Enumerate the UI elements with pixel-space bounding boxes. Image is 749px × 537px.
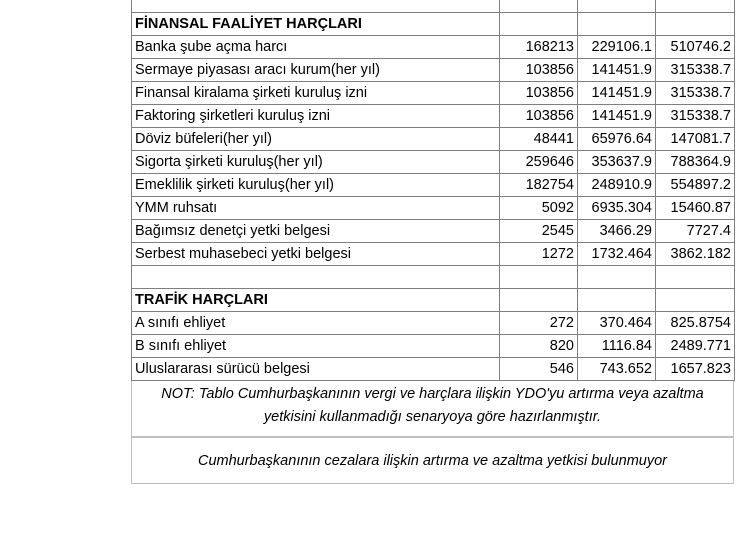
- value-cell[interactable]: 15460.87: [656, 197, 735, 220]
- value-cell[interactable]: 1116.84: [578, 335, 656, 358]
- value-cell[interactable]: 353637.9: [578, 151, 656, 174]
- table-row: [132, 243, 735, 266]
- value-cell[interactable]: 1272: [500, 243, 578, 266]
- table-cell[interactable]: [132, 266, 500, 289]
- row-label[interactable]: Sigorta şirketi kuruluş(her yıl): [132, 151, 500, 174]
- value-cell[interactable]: 141451.9: [578, 82, 656, 105]
- value-cell[interactable]: 554897.2: [656, 174, 735, 197]
- value-cell[interactable]: 2545: [500, 220, 578, 243]
- value-cell[interactable]: 103856: [500, 105, 578, 128]
- table-cell[interactable]: [656, 266, 735, 289]
- table-row: [132, 82, 735, 105]
- table-row: [132, 174, 735, 197]
- table-cell[interactable]: [578, 0, 656, 13]
- value-cell[interactable]: 248910.9: [578, 174, 656, 197]
- value-cell[interactable]: 48441: [500, 128, 578, 151]
- row-label[interactable]: Emeklilik şirketi kuruluş(her yıl): [132, 174, 500, 197]
- table-cell[interactable]: [578, 13, 656, 36]
- note-box: [131, 381, 734, 437]
- spreadsheet: [131, 0, 734, 484]
- table-row: [132, 128, 735, 151]
- table-row: [132, 59, 735, 82]
- table-cell[interactable]: [500, 289, 578, 312]
- row-label[interactable]: B sınıfı ehliyet: [132, 335, 500, 358]
- table-cell[interactable]: [578, 266, 656, 289]
- table-row: [132, 220, 735, 243]
- value-cell[interactable]: 743.652: [578, 358, 656, 381]
- value-cell[interactable]: 3466.29: [578, 220, 656, 243]
- note-line-2: yetkisini kullanmadığı senaryoya göre hazırlanmıştır.: [263, 409, 602, 425]
- value-cell[interactable]: 141451.9: [578, 59, 656, 82]
- section-header-row: [132, 289, 735, 312]
- row-label[interactable]: Faktoring şirketleri kuruluş izni: [132, 105, 500, 128]
- value-cell[interactable]: 229106.1: [578, 36, 656, 59]
- section-title-trafik[interactable]: TRAFİK HARÇLARI: [132, 289, 500, 312]
- value-cell[interactable]: 272: [500, 312, 578, 335]
- row-label[interactable]: YMM ruhsatı: [132, 197, 500, 220]
- value-cell[interactable]: 788364.9: [656, 151, 735, 174]
- value-cell[interactable]: 546: [500, 358, 578, 381]
- table-row: [132, 36, 735, 59]
- table-row: [132, 0, 735, 13]
- row-label[interactable]: A sınıfı ehliyet: [132, 312, 500, 335]
- row-label[interactable]: Uluslararası sürücü belgesi: [132, 358, 500, 381]
- table-cell[interactable]: [656, 0, 735, 13]
- blank-row: [132, 266, 735, 289]
- row-label[interactable]: Bağımsız denetçi yetki belgesi: [132, 220, 500, 243]
- table-row: [132, 197, 735, 220]
- table-cell[interactable]: [500, 0, 578, 13]
- table-cell[interactable]: [132, 0, 500, 13]
- row-label[interactable]: Sermaye piyasası aracı kurum(her yıl): [132, 59, 500, 82]
- value-cell[interactable]: 147081.7: [656, 128, 735, 151]
- value-cell[interactable]: 5092: [500, 197, 578, 220]
- value-cell[interactable]: 103856: [500, 59, 578, 82]
- value-cell[interactable]: 6935.304: [578, 197, 656, 220]
- note-line-1: NOT: Tablo Cumhurbaşkanının vergi ve harçlara ilişkin YDO'yu artırma veya azaltma: [161, 386, 704, 402]
- section-title-finansal[interactable]: FİNANSAL FAALİYET HARÇLARI: [132, 13, 500, 36]
- value-cell[interactable]: 259646: [500, 151, 578, 174]
- table-row: [132, 105, 735, 128]
- value-cell[interactable]: 1732.464: [578, 243, 656, 266]
- value-cell[interactable]: 141451.9: [578, 105, 656, 128]
- table-cell[interactable]: [500, 13, 578, 36]
- value-cell[interactable]: 2489.771: [656, 335, 735, 358]
- value-cell[interactable]: 3862.182: [656, 243, 735, 266]
- value-cell[interactable]: 820: [500, 335, 578, 358]
- value-cell[interactable]: 315338.7: [656, 59, 735, 82]
- table-row: [132, 312, 735, 335]
- value-cell[interactable]: 370.464: [578, 312, 656, 335]
- row-label[interactable]: Döviz büfeleri(her yıl): [132, 128, 500, 151]
- row-label[interactable]: Banka şube açma harcı: [132, 36, 500, 59]
- section-header-row: [132, 13, 735, 36]
- table-cell[interactable]: [656, 13, 735, 36]
- row-label[interactable]: Serbest muhasebeci yetki belgesi: [132, 243, 500, 266]
- value-cell[interactable]: 510746.2: [656, 36, 735, 59]
- value-cell[interactable]: 182754: [500, 174, 578, 197]
- table-cell[interactable]: [656, 289, 735, 312]
- value-cell[interactable]: 7727.4: [656, 220, 735, 243]
- table-cell[interactable]: [500, 266, 578, 289]
- table-row: [132, 358, 735, 381]
- table-cell[interactable]: [578, 289, 656, 312]
- value-cell[interactable]: 168213: [500, 36, 578, 59]
- row-label[interactable]: Finansal kiralama şirketi kuruluş izni: [132, 82, 500, 105]
- table-row: [132, 151, 735, 174]
- value-cell[interactable]: 825.8754: [656, 312, 735, 335]
- value-cell[interactable]: 65976.64: [578, 128, 656, 151]
- value-cell[interactable]: 315338.7: [656, 82, 735, 105]
- value-cell[interactable]: 315338.7: [656, 105, 735, 128]
- table-row: [132, 335, 735, 358]
- value-cell[interactable]: 103856: [500, 82, 578, 105]
- penalty-note: Cumhurbaşkanının cezalara ilişkin artırma ve azaltma yetkisi bulunmuyor: [131, 437, 734, 484]
- fees-table: [131, 0, 735, 381]
- value-cell[interactable]: 1657.823: [656, 358, 735, 381]
